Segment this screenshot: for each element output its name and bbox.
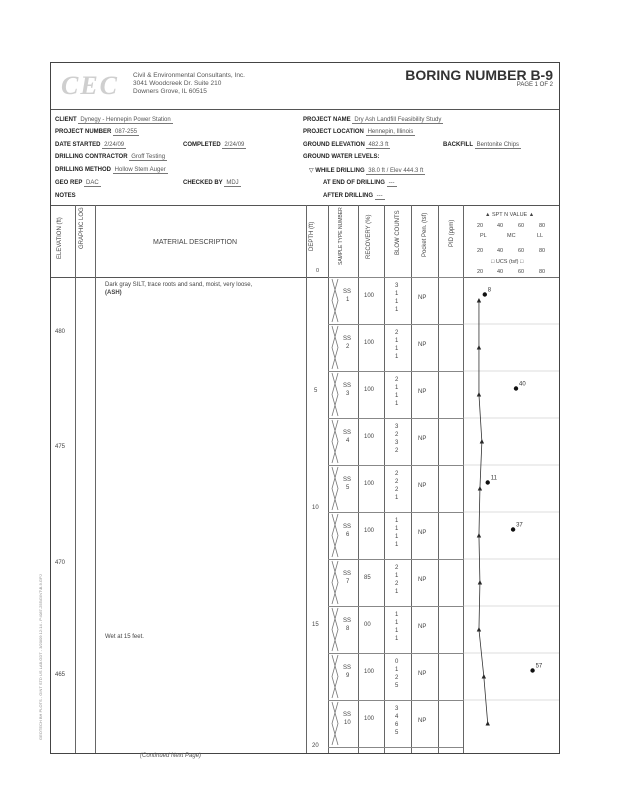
notes-row: NOTES xyxy=(55,193,76,199)
pocket-pen-value: NP xyxy=(418,342,427,348)
blow-count: 2 xyxy=(395,330,399,336)
sample-number: 8 xyxy=(346,626,350,632)
ucs-header: □ UCS (tsf) □ xyxy=(491,259,524,265)
project-location-row: PROJECT LOCATION Hennepin, Illinois xyxy=(303,129,414,135)
blow-count: 1 xyxy=(395,299,399,305)
pocket-pen-value: NP xyxy=(418,295,427,301)
spt-scale-20: 20 xyxy=(477,223,484,229)
recovery-value: 100 xyxy=(364,340,375,346)
sample-type: SS xyxy=(343,712,352,718)
recovery-value: 85 xyxy=(364,575,371,581)
date-started-row: DATE STARTED 2/24/09 xyxy=(55,142,125,148)
blow-count: 1 xyxy=(395,338,399,344)
ucs-scale-20: 20 xyxy=(477,269,484,275)
moisture-content-dot xyxy=(514,386,518,390)
sample-type: SS xyxy=(343,289,352,295)
blow-count: 1 xyxy=(395,495,399,501)
blow-count: 3 xyxy=(395,283,399,289)
completed-row: COMPLETED 2/24/09 xyxy=(183,142,245,148)
recovery-value: 100 xyxy=(364,716,375,722)
sample-type-symbol xyxy=(328,418,358,465)
depth-20: 20 xyxy=(312,743,319,749)
sample-number: 10 xyxy=(344,720,351,726)
moisture-content-dot xyxy=(511,527,515,531)
sample-number: 5 xyxy=(346,485,350,491)
depth-header: DEPTH (ft) xyxy=(309,221,315,251)
method-row: DRILLING METHOD Hollow Stem Auger xyxy=(55,167,166,173)
project-number-row: PROJECT NUMBER 087-255 xyxy=(55,129,138,135)
spt-scale-40: 40 xyxy=(497,223,504,229)
depth-10: 10 xyxy=(312,505,319,511)
blow-counts-header: BLOW COUNTS xyxy=(395,210,401,255)
pocket-pen-value: NP xyxy=(418,577,427,583)
recovery-value: 100 xyxy=(364,669,375,675)
blow-count: 5 xyxy=(395,730,399,736)
col-line xyxy=(358,205,359,753)
blow-count: 2 xyxy=(395,581,399,587)
moisture-content-dot xyxy=(530,668,534,672)
col-line xyxy=(75,205,76,753)
blow-count: 1 xyxy=(395,401,399,407)
sample-type-symbol xyxy=(328,277,358,324)
sample-type: SS xyxy=(343,618,352,624)
company-name: Civil & Environmental Consultants, Inc. xyxy=(133,72,245,79)
pocket-pen-value: NP xyxy=(418,483,427,489)
col-line xyxy=(411,205,412,753)
col-line xyxy=(95,205,96,753)
contractor-row: DRILLING CONTRACTOR Groff Testing xyxy=(55,154,166,160)
spt-scale-80: 80 xyxy=(539,223,546,229)
ucs-scale-40: 40 xyxy=(497,269,504,275)
sample-type-symbol xyxy=(328,512,358,559)
graphic-log-header: GRAPHIC LOG xyxy=(79,207,85,249)
blow-count: 1 xyxy=(395,291,399,297)
depth-zero-label: 0 xyxy=(316,268,320,274)
sample-row-divider xyxy=(328,747,463,748)
recovery-header: RECOVERY (%) xyxy=(366,214,372,259)
company-address-2: Downers Grove, IL 60515 xyxy=(133,88,207,95)
mc-scale-20: 20 xyxy=(477,248,484,254)
elevation-480: 480 xyxy=(55,329,66,335)
boring-log-sheet xyxy=(50,62,560,754)
sample-type-symbol xyxy=(328,371,358,418)
moisture-content-label: 57 xyxy=(535,663,543,670)
sample-type-symbol xyxy=(328,324,358,371)
blow-count: 3 xyxy=(395,440,399,446)
blow-count: 1 xyxy=(395,526,399,532)
material-description-ash: (ASH) xyxy=(105,290,122,296)
divider xyxy=(51,109,559,110)
blow-count: 1 xyxy=(395,346,399,352)
page-indicator: PAGE 1 OF 2 xyxy=(516,82,553,88)
blow-count: 6 xyxy=(395,722,399,728)
blow-count: 1 xyxy=(395,393,399,399)
pocket-pen-value: NP xyxy=(418,671,427,677)
sample-type-symbol xyxy=(328,559,358,606)
sample-type: SS xyxy=(343,665,352,671)
blow-count: 0 xyxy=(395,659,399,665)
sample-type-symbol xyxy=(328,465,358,512)
after-drilling-row: AFTER DRILLING --- xyxy=(323,193,383,199)
blow-count: 2 xyxy=(395,479,399,485)
spt-scale-60: 60 xyxy=(518,223,525,229)
moisture-content-label: 11 xyxy=(490,475,497,482)
ground-elevation-row: GROUND ELEVATION 482.3 ft xyxy=(303,142,389,148)
continued-note: (Continued Next Page) xyxy=(140,753,202,759)
blow-count: 3 xyxy=(395,424,399,430)
sample-number: 1 xyxy=(346,297,350,303)
water-level-icon: ▽ xyxy=(309,168,314,174)
elevation-470: 470 xyxy=(55,560,66,566)
sample-number: 3 xyxy=(346,391,350,397)
blow-count: 2 xyxy=(395,377,399,383)
end-drilling-row: AT END OF DRILLING --- xyxy=(323,180,395,186)
blow-count: 2 xyxy=(395,471,399,477)
depth-5: 5 xyxy=(314,388,318,394)
recovery-value: 100 xyxy=(364,293,375,299)
blow-count: 2 xyxy=(395,675,399,681)
sample-type: SS xyxy=(343,430,352,436)
blow-count: 2 xyxy=(395,448,399,454)
recovery-value: 100 xyxy=(364,528,375,534)
elevation-header: ELEVATION (ft) xyxy=(57,217,63,259)
blow-count: 5 xyxy=(395,683,399,689)
sample-number: 9 xyxy=(346,673,350,679)
ucs-scale-60: 60 xyxy=(518,269,525,275)
col-line xyxy=(438,205,439,753)
ll-label: LL xyxy=(537,233,544,239)
mc-label: MC xyxy=(507,233,516,239)
moisture-content-label: 37 xyxy=(516,522,523,529)
pocket-pen-value: NP xyxy=(418,530,427,536)
company-info xyxy=(133,72,245,96)
blow-count: 1 xyxy=(395,354,399,360)
blow-count: 1 xyxy=(395,385,399,391)
file-path-sidebar: GEOTECH BH PLOTS - GINT STD US LAB.GDT - 3/20/09 12:14 - P:\087-255\GINT\B-9.GPJ xyxy=(38,574,43,740)
client-row: CLIENT Dynegy - Hennepin Power Station xyxy=(55,117,171,123)
blow-count: 2 xyxy=(395,565,399,571)
project-name-row: PROJECT NAME Dry Ash Landfill Feasibility Study xyxy=(303,117,442,123)
company-logo: CEC xyxy=(61,71,120,100)
sample-type: SS xyxy=(343,383,352,389)
sample-type: SS xyxy=(343,477,352,483)
blow-count: 2 xyxy=(395,432,399,438)
pocket-pen-value: NP xyxy=(418,436,427,442)
boring-number-title: BORING NUMBER B-9 xyxy=(405,67,553,83)
moisture-content-dot xyxy=(483,292,487,296)
checked-by-row: CHECKED BY MDJ xyxy=(183,180,239,186)
blow-count: 1 xyxy=(395,518,399,524)
blow-count: 1 xyxy=(395,628,399,634)
pid-header: PID (ppm) xyxy=(449,219,455,247)
geo-rep-row: GEO REP DAC xyxy=(55,180,99,186)
blow-count: 4 xyxy=(395,714,399,720)
ucs-scale-80: 80 xyxy=(539,269,546,275)
blow-count: 1 xyxy=(395,573,399,579)
moisture-content-label: 40 xyxy=(519,381,526,388)
elevation-475: 475 xyxy=(55,444,66,450)
recovery-value: 00 xyxy=(364,622,371,628)
moisture-content-dot xyxy=(486,480,490,484)
mc-scale-40: 40 xyxy=(497,248,504,254)
blow-count: 3 xyxy=(395,706,399,712)
sample-number: 7 xyxy=(346,579,350,585)
depth-15: 15 xyxy=(312,622,319,628)
spt-header: ▲ SPT N VALUE ▲ xyxy=(485,212,535,218)
blow-count: 2 xyxy=(395,487,399,493)
blow-count: 1 xyxy=(395,636,399,642)
while-drilling-row: ▽ WHILE DRILLING 38.0 ft / Elev 444.3 ft xyxy=(309,168,424,174)
pocket-pen-value: NP xyxy=(418,389,427,395)
blow-count: 1 xyxy=(395,542,399,548)
sample-type-symbol xyxy=(328,606,358,653)
pl-label: PL xyxy=(480,233,487,239)
sample-number: 2 xyxy=(346,344,350,350)
material-header: MATERIAL DESCRIPTION xyxy=(153,239,238,246)
spt-plot xyxy=(463,277,559,753)
wet-note: Wet at 15 feet. xyxy=(105,634,144,640)
groundwater-row: GROUND WATER LEVELS: xyxy=(303,154,380,160)
backfill-row: BACKFILL Bentonite Chips xyxy=(443,142,520,148)
sample-type-symbol xyxy=(328,653,358,700)
recovery-value: 100 xyxy=(364,434,375,440)
pocket-pen-value: NP xyxy=(418,718,427,724)
pocket-pen-header: Pocket Pen. (tsf) xyxy=(422,212,428,257)
company-address-1: 3041 Woodcreek Dr. Suite 210 xyxy=(133,80,222,87)
sample-type-symbol xyxy=(328,700,358,747)
sample-type: SS xyxy=(343,336,352,342)
sample-number: 4 xyxy=(346,438,350,444)
blow-count: 1 xyxy=(395,612,399,618)
col-line xyxy=(384,205,385,753)
sample-number: 6 xyxy=(346,532,350,538)
recovery-value: 100 xyxy=(364,481,375,487)
sample-type: SS xyxy=(343,571,352,577)
moisture-content-label: 8 xyxy=(487,287,492,294)
blow-count: 1 xyxy=(395,534,399,540)
sample-type: SS xyxy=(343,524,352,530)
material-description: Dark gray SILT, trace roots and sand, moist, very loose, xyxy=(105,282,253,288)
blow-count: 1 xyxy=(395,589,399,595)
elevation-465: 465 xyxy=(55,672,66,678)
recovery-value: 100 xyxy=(364,387,375,393)
pocket-pen-value: NP xyxy=(418,624,427,630)
blow-count: 1 xyxy=(395,620,399,626)
divider xyxy=(51,205,559,206)
mc-scale-60: 60 xyxy=(518,248,525,254)
blow-count: 1 xyxy=(395,667,399,673)
col-line xyxy=(306,205,307,753)
mc-scale-80: 80 xyxy=(539,248,546,254)
sample-header: SAMPLE TYPE NUMBER xyxy=(338,207,344,265)
blow-count: 1 xyxy=(395,307,399,313)
